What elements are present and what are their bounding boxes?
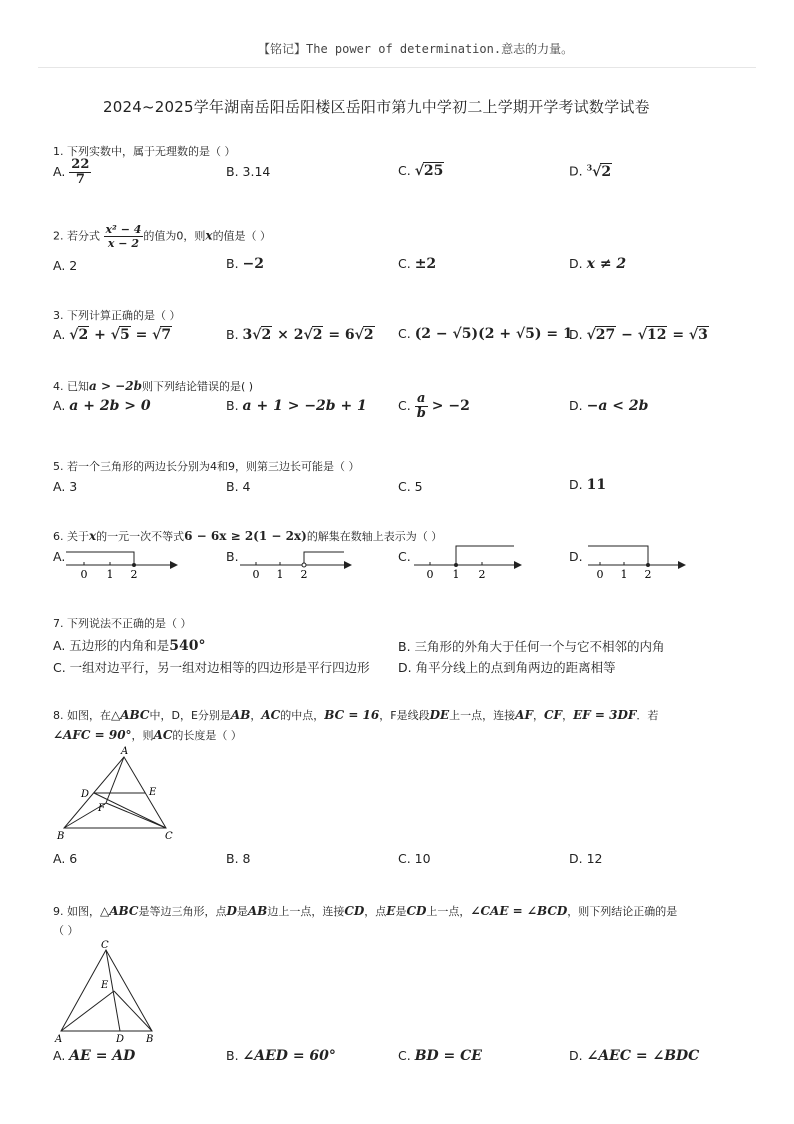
q8-stem: 8. 如图，在△ABC中，D，E分别是AB，AC的中点，BC = 16，F是线段DE上一点，连接AF，CF，EF = 3DF．若 bbox=[53, 708, 659, 722]
tick-label-2: 2 bbox=[478, 568, 486, 581]
q5-option-d[interactable]: D. 11 bbox=[569, 477, 607, 493]
q9-stem: 9. 如图，△ABC是等边三角形，点D是AB边上一点，连接CD，点E是CD上一点，∠CAE = ∠BCD，则下列结论正确的是 bbox=[53, 904, 678, 918]
q1-option-a-fraction: $\frac{22}{7}$ bbox=[71, 157, 90, 187]
q5-option-b[interactable]: B. 4 bbox=[226, 479, 251, 494]
q6-option-a-label[interactable]: A. bbox=[53, 549, 66, 564]
q8-option-b[interactable]: B. 8 bbox=[226, 851, 251, 866]
q4-stem: 4. 已知a > −2b则下列结论错误的是( ) bbox=[53, 379, 254, 393]
q1-option-d-label: D. bbox=[569, 163, 583, 179]
q6-number-line-d[interactable] bbox=[584, 540, 694, 582]
tick-label-0: 0 bbox=[252, 568, 260, 581]
q2-stem-fraction: $\frac{\text{x² − 4}}{x - 2}$ bbox=[105, 223, 142, 250]
q5-option-a[interactable]: A. 3 bbox=[53, 479, 78, 494]
q2-option-c[interactable]: C. ±2 bbox=[398, 256, 437, 272]
q7-option-d[interactable]: D. 角平分线上的点到角两边的距离相等 bbox=[398, 660, 616, 675]
q3-option-a[interactable]: A. √2 + √5 = √7 bbox=[53, 327, 172, 343]
q4-option-d[interactable]: D. −a < 2b bbox=[569, 398, 649, 414]
q6-number-line-a[interactable] bbox=[62, 540, 182, 582]
q6-option-b-label[interactable]: B. bbox=[226, 549, 239, 564]
q1-option-c-label: C. bbox=[398, 163, 411, 178]
label-a: A bbox=[121, 746, 129, 757]
q1-option-a[interactable] bbox=[53, 158, 91, 187]
q7-option-a[interactable]: A. 五边形的内角和是540° bbox=[53, 638, 206, 654]
label-b: B bbox=[57, 831, 65, 842]
q9-option-c[interactable]: C. BD = CE bbox=[398, 1048, 482, 1064]
q9-option-d[interactable]: D. ∠AEC = ∠BDC bbox=[569, 1048, 700, 1064]
label-f: F bbox=[98, 803, 105, 814]
q6-option-c-label[interactable]: C. bbox=[398, 549, 411, 564]
q1-option-d[interactable] bbox=[569, 162, 612, 180]
q1-stem: 1. 下列实数中，属于无理数的是（ ） bbox=[53, 145, 236, 158]
q8-option-d[interactable]: D. 12 bbox=[569, 851, 603, 866]
q7-option-c[interactable]: C. 一组对边平行，另一组对边相等的四边形是平行四边形 bbox=[53, 660, 370, 675]
label-c: C bbox=[165, 831, 173, 842]
q5-option-c[interactable]: C. 5 bbox=[398, 479, 423, 494]
q1-option-c[interactable] bbox=[398, 162, 444, 179]
q7-option-b[interactable]: B. 三角形的外角大于任何一个与它不相邻的内角 bbox=[398, 639, 665, 654]
q2-option-a[interactable]: A. 2 bbox=[53, 258, 78, 273]
q8-option-a[interactable]: A. 6 bbox=[53, 851, 78, 866]
q5-stem: 5. 若一个三角形的两边长分别为4和9，则第三边长可能是（ ） bbox=[53, 460, 360, 473]
label-c: C bbox=[101, 940, 109, 951]
label-e: E bbox=[101, 980, 109, 991]
label-e: E bbox=[149, 787, 157, 798]
q6-number-line-c[interactable] bbox=[410, 540, 530, 582]
q7-stem: 7. 下列说法不正确的是（ ） bbox=[53, 617, 192, 630]
q2-stem: 2. 若分式 $\frac{\text{x² − 4}}{x - 2}$ 的值为0，则x的值是（ ） bbox=[53, 223, 272, 250]
label-d: D bbox=[81, 789, 90, 800]
page-title: 2024~2025学年湖南岳阳岳阳楼区岳阳市第九中学初二上学期开学考试数学试卷 bbox=[103, 98, 650, 116]
tick-label-2: 2 bbox=[644, 568, 652, 581]
q8-option-c[interactable]: C. 10 bbox=[398, 851, 431, 866]
q2-option-b[interactable]: B. −2 bbox=[226, 256, 265, 272]
q1-option-c-math: √25 bbox=[414, 163, 444, 179]
q1-option-a-label: A. bbox=[53, 164, 66, 179]
q6-number-line-b[interactable] bbox=[236, 540, 356, 582]
q1-option-b[interactable]: B. 3.14 bbox=[226, 164, 271, 179]
header-motto: 【铭记】The power of determination.意志的力量。 bbox=[258, 42, 574, 56]
tick-label-1: 1 bbox=[452, 568, 460, 581]
tick-label-2: 2 bbox=[130, 568, 138, 581]
q8-triangle-figure bbox=[54, 745, 184, 845]
q3-option-d[interactable]: D. √27 − √12 = √3 bbox=[569, 327, 708, 343]
tick-label-1: 1 bbox=[106, 568, 114, 581]
q2-option-d[interactable]: D. x ≠ 2 bbox=[569, 256, 627, 272]
q9-option-a[interactable]: A. AE = AD bbox=[53, 1048, 136, 1064]
q6-stem: 6. 关于x的一元一次不等式6 − 6x ≥ 2(1 − 2x)的解集在数轴上表示为（ ） bbox=[53, 529, 443, 543]
label-b: B bbox=[146, 1034, 154, 1045]
header-divider bbox=[38, 67, 756, 68]
tick-label-1: 1 bbox=[276, 568, 284, 581]
tick-label-0: 0 bbox=[80, 568, 88, 581]
q9-triangle-figure bbox=[54, 938, 164, 1046]
q9-option-b[interactable]: B. ∠AED = 60° bbox=[226, 1048, 336, 1064]
tick-label-2: 2 bbox=[300, 568, 308, 581]
q4-option-c[interactable]: C. $\frac{a}{b}$ > −2 bbox=[398, 391, 470, 421]
tick-label-0: 0 bbox=[426, 568, 434, 581]
q3-option-b[interactable]: B. 3√2 × 2√2 = 6√2 bbox=[226, 327, 374, 343]
label-a: A bbox=[55, 1034, 63, 1045]
q8-stem-line2: ∠AFC = 90°，则AC的长度是（ ） bbox=[53, 728, 242, 742]
q3-stem: 3. 下列计算正确的是（ ） bbox=[53, 309, 181, 322]
label-d: D bbox=[116, 1034, 125, 1045]
q6-option-d-label[interactable]: D. bbox=[569, 549, 583, 564]
q3-option-c[interactable]: C. (2 − √5)(2 + √5) = 1 bbox=[398, 326, 573, 342]
q4-option-c-fraction: $\frac{a}{b}$ bbox=[416, 391, 426, 421]
q4-option-b[interactable]: B. a + 1 > −2b + 1 bbox=[226, 398, 367, 414]
tick-label-0: 0 bbox=[596, 568, 604, 581]
q4-option-a[interactable]: A. a + 2b > 0 bbox=[53, 398, 151, 414]
q9-stem-line2: （ ） bbox=[53, 924, 79, 937]
tick-label-1: 1 bbox=[620, 568, 628, 581]
q1-option-d-math: $^3$√2 bbox=[586, 162, 612, 180]
